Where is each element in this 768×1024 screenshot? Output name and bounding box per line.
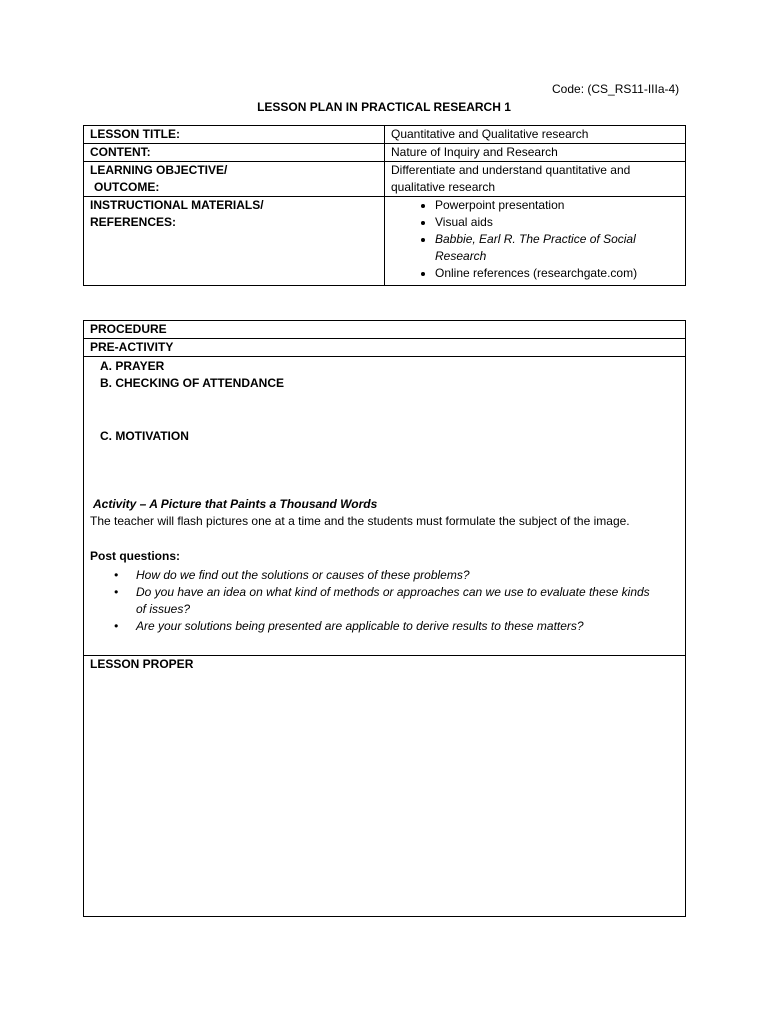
lesson-proper-header: LESSON PROPER [90,657,194,671]
post-questions-list [114,567,674,635]
lesson-code: Code: (CS_RS11-IIIa-4) [552,82,680,96]
table-row [84,162,686,197]
list-item [114,567,674,584]
procedure-box [83,320,686,917]
list-item: • Online references (researchgate.com) [435,265,685,282]
bullet-icon: • [114,619,119,633]
lesson-title-label: LESSON TITLE: [84,126,385,144]
materials-list [391,197,685,282]
page-title: LESSON PLAN IN PRACTICAL RESEARCH 1 [257,100,511,114]
materials-label [84,197,385,286]
question-text: Do you have an idea on what kind of methods or approaches can we use to evaluate these kinds [136,585,650,599]
lesson-title-value: Quantitative and Qualitative research [385,126,686,144]
list-item [114,584,674,618]
lesson-info-table [83,125,686,286]
question-text: Are your solutions being presented are applicable to derive results to these matters? [136,619,584,633]
activity-title: Activity – A Picture that Paints a Thousand Words [93,497,378,511]
materials-label-line-1: INSTRUCTIONAL MATERIALS/ [90,198,264,212]
objective-value [385,162,686,197]
bullet-icon: • [114,585,119,599]
question-text-continued: of issues? [136,602,191,616]
content-label: CONTENT: [84,144,385,162]
question-text: How do we find out the solutions or causes of these problems? [136,568,470,582]
pre-activity-header: PRE-ACTIVITY [84,339,685,357]
reference-line-1: Babbie, Earl R. The Practice of Social [435,232,636,246]
table-row [84,126,686,144]
list-item: • Visual aids [435,214,685,231]
activity-description: The teacher will flash pictures one at a time and the students must formulate the subject of the image. [90,514,630,528]
materials-list-cell [385,197,686,286]
table-row [84,144,686,162]
attendance-item: B. CHECKING OF ATTENDANCE [100,376,284,390]
content-value: Nature of Inquiry and Research [385,144,686,162]
objective-value-line-2: qualitative research [391,180,496,194]
reference-line-2: Research [435,249,487,263]
prayer-item: A. PRAYER [100,359,165,373]
list-item: • Powerpoint presentation [435,197,685,214]
objective-value-line-1: Differentiate and understand quantitative and [391,163,631,177]
objective-label [84,162,385,197]
materials-label-line-2: REFERENCES: [90,215,177,229]
procedure-header: PROCEDURE [84,321,685,339]
bullet-icon: • [114,568,119,582]
list-item [435,231,685,265]
list-item [114,618,674,635]
pre-activity-body [84,357,685,656]
motivation-item: C. MOTIVATION [100,429,189,443]
objective-label-line-1: LEARNING OBJECTIVE/ [90,163,228,177]
table-row [84,197,686,286]
objective-label-line-2: OUTCOME: [94,180,160,194]
post-questions-label: Post questions: [90,549,181,563]
